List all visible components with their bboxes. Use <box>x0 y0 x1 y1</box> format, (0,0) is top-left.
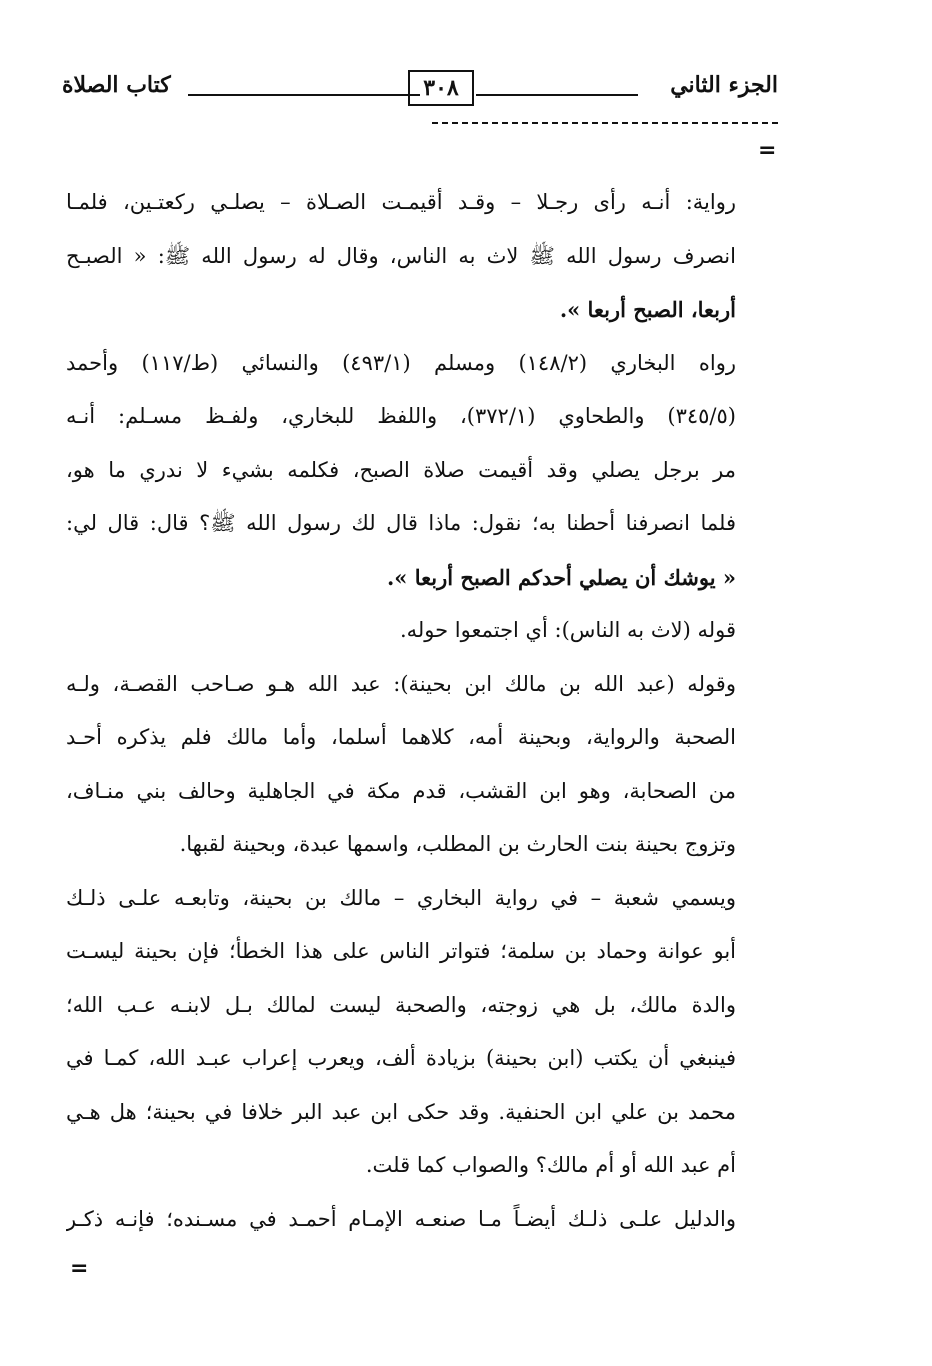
text-line: قوله (لاث به الناس): أي اجتمعوا حوله. <box>399 618 736 642</box>
text-line: مر برجل يصلي وقد أقيمت صلاة الصبح، فكلمه بشيء لا ندري ما هو، <box>66 457 736 482</box>
header-rule-left <box>188 94 420 96</box>
volume-title: الجزء الثاني <box>670 72 778 98</box>
continuation-mark-bottom: = <box>70 1256 89 1281</box>
text-line: (٣٤٥/٥) والطحاوي (٣٧٢/١)، واللفظ للبخاري، ولفـظ مسـلم: أنـه <box>66 404 736 428</box>
text-line: « يوشك أن يصلي أحدكم الصبح أربعا ». <box>387 564 736 590</box>
text-line: ويسمي شعبة – في رواية البخاري – مالك بن بحينة، وتابعـه علـى ذلـك <box>66 885 736 910</box>
text-line: أم عبد الله أو أم مالك؟ والصواب كما قلت. <box>365 1153 736 1177</box>
text-line: أبو عوانة وحماد بن سلمة؛ فتواتر الناس على هذا الخطأ؛ فإن بحينة ليسـت <box>66 939 736 963</box>
page-body <box>66 176 736 1246</box>
text-line: أربعا، الصبح أربعا ». <box>559 297 736 322</box>
text-line: رواية: أنـه رأى رجـلا – وقـد أقيمـت الصـلاة – يصلـي ركعتـين، فلمـا <box>66 190 736 214</box>
text-line: وقوله (عبد الله بن مالك ابن بحينة): عبد الله هـو صـاحب القصـة، ولـه <box>66 671 736 696</box>
text-line: فلما انصرفنا أحطنا به؛ نقول: ماذا قال لك رسول الله ﷺ؟ قال: قال لي: <box>66 511 736 535</box>
text-line: والدليل علـى ذلـك أيضـاً مـا صنعـه الإمـام أحمـد في مسـنده؛ فإنـه ذكـر <box>66 1206 736 1231</box>
text-line: رواه البخاري (١٤٨/٢) ومسلم (٤٩٣/١) والنسائي (ط/١١٧) وأحمد <box>66 350 736 375</box>
text-line: وتزوج بحينة بنت الحارث بن المطلب، واسمها عبدة، وبحينة لقبها. <box>179 832 736 856</box>
header-rule-right <box>476 94 638 96</box>
text-line: محمد بن علي ابن الحنفية. وقد حكى ابن عبد البر خلافا في بحينة؛ هل هـي <box>66 1099 736 1124</box>
page-header <box>62 70 778 114</box>
text-line: والدة مالك، بل هي زوجته، والصحبة ليست لمالك بـل لابنـه عـب الله؛ <box>66 992 736 1017</box>
text-line: من الصحابة، وهو ابن القشب، قدم مكة في الجاهلية وحالف بني منـاف، <box>66 778 736 803</box>
text-line-part: انصرف رسول الله ﷺ لاث به الناس، وقال له رسول الله ﷺ: « الصبـح <box>66 243 736 268</box>
text-line: الصحبة والرواية، وبحينة أمه، كلاهما أسلما، وأما مالك فلم يذكره أحـد <box>66 725 736 749</box>
text-line: فينبغي أن يكتب (ابن بحينة) بزيادة ألف، ويعرب إعراب عبـد الله، كمـا في <box>66 1046 736 1070</box>
page-number: ٣٠٨ <box>408 70 474 106</box>
header-dashed-rule <box>432 122 778 124</box>
text-line <box>66 230 736 284</box>
chapter-title: كتاب الصلاة <box>62 72 171 98</box>
continuation-mark-top: = <box>758 138 777 163</box>
